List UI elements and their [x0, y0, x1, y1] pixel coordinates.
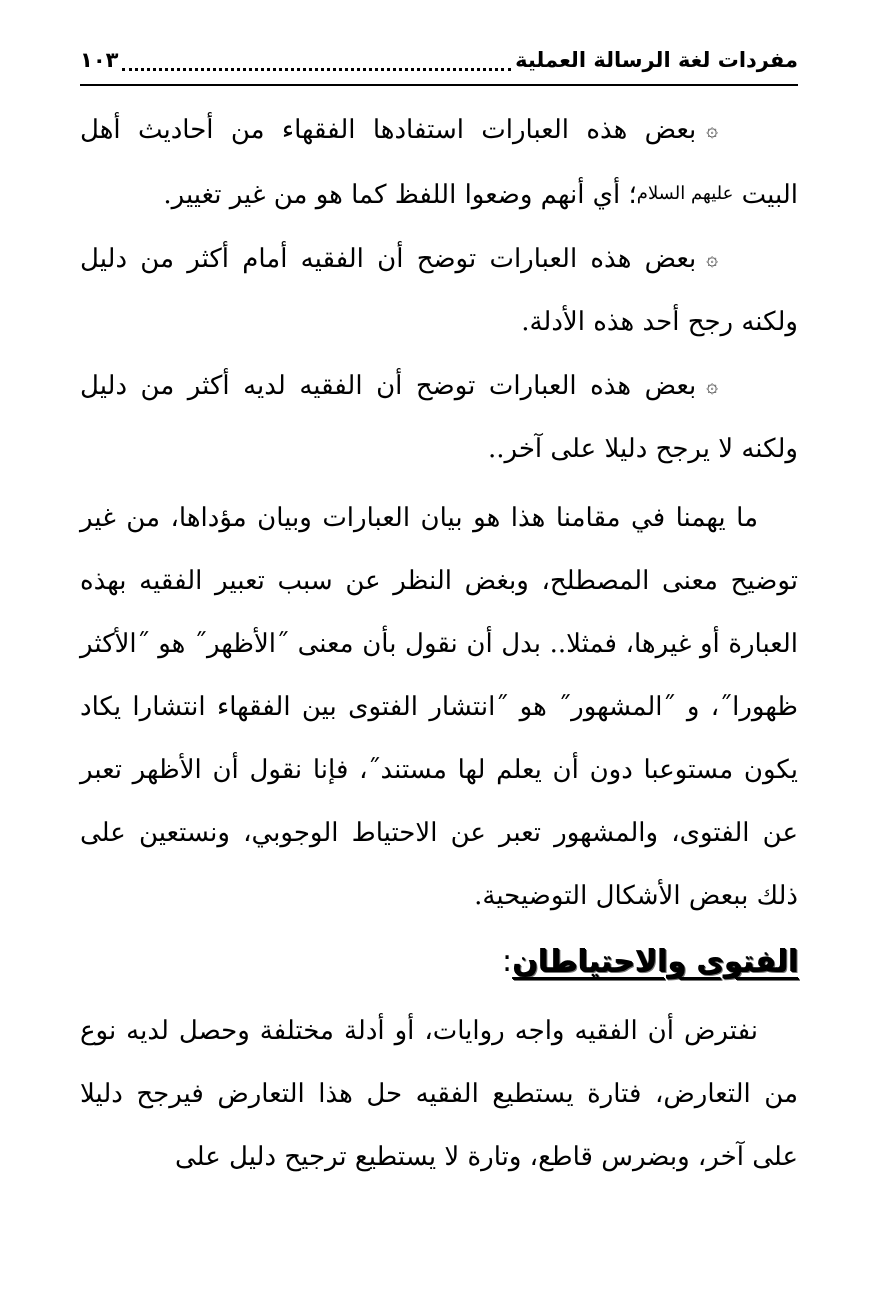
section-heading-text: الفتوى والاحتياطان: [512, 944, 798, 979]
bullet-text-continued: ؛ أي أنهم وضعوا اللفظ كما هو من غير تغيير.: [163, 180, 637, 210]
ornament-icon: ۞: [706, 117, 718, 141]
header-leader-dots: [122, 50, 511, 71]
body-paragraph: نفترض أن الفقيه واجه روايات، أو أدلة مختلفة وحصل لديه نوع من التعارض، فتارة يستطيع الفقيه حل هذا التعارض فيرجح دليلا على آخر، وبضرس قاطع، وتارة لا يستطيع ترجيح دليل على: [80, 1016, 798, 1172]
section-heading: [80, 932, 798, 992]
bullet-text: بعض هذه العبارات توضح أن الفقيه أمام أكثر من دليل ولكنه رجح أحد هذه الأدلة.: [80, 244, 798, 337]
body-paragraph: ما يهمنا في مقامنا هذا هو بيان العبارات وبيان مؤداها، من غير توضيح معنى المصطلح، وبغض النظر عن سبب تعبير الفقيه بهذه العبارة أو غيرها، فمثلا.. بدل أن نقول بأن معنى ˝الأظهر˝ هو ˝الأكثر ظهورا˝، و ˝المشهور˝ هو ˝انتشار الفتوى بين الفقهاء انتشارا يكاد يكون مستوعبا دون أن يعلم لها مستند˝، فإنا نقول أن الأظهر تعبر عن الفتوى، والمشهور تعبر عن الاحتياط الوجوبي، ونستعين على ذلك ببعض الأشكال التوضيحية.: [80, 503, 798, 911]
bullet-item-2: [80, 227, 798, 354]
page-number: ١٠٣: [80, 48, 119, 72]
bullet-text: بعض هذه العبارات استفادها الفقهاء من أحاديث أهل البيت: [80, 115, 798, 210]
bullet-item-1: [80, 98, 798, 227]
section-heading-colon: :: [501, 944, 513, 979]
ornament-icon: ۞: [706, 246, 718, 270]
bullet-item-3: [80, 354, 798, 481]
book-page: [80, 0, 798, 1312]
bullet-text: بعض هذه العبارات توضح أن الفقيه لديه أكثر من دليل ولكنه لا يرجح دليلا على آخر..: [80, 371, 798, 464]
honorific-glyph: عليهم السلام: [636, 183, 734, 204]
page-content: [80, 98, 798, 1189]
ornament-icon: ۞: [706, 373, 718, 397]
running-header: [80, 40, 798, 80]
header-title: مفردات لغة الرسالة العملية: [515, 48, 798, 72]
header-rule: [80, 84, 798, 86]
